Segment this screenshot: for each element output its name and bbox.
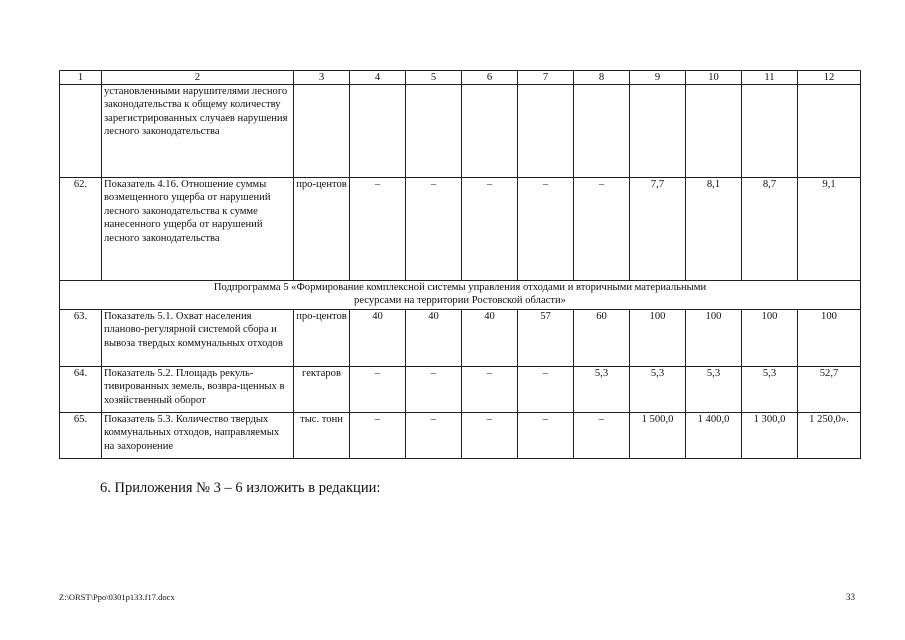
header-cell: 10 <box>686 71 742 85</box>
page-number: 33 <box>846 592 855 602</box>
indicator-name: Показатель 4.16. Отношение суммы возмещенного ущерба от нарушений лесного законодательства к сумме нанесенного ущерба от нарушений лесного законодательства <box>102 178 294 281</box>
indicator-name: Показатель 5.3. Количество твердых коммунальных отходов, направляемых на захоронение <box>102 413 294 459</box>
value-cell: – <box>350 178 406 281</box>
value-cell: – <box>574 413 630 459</box>
footer-file-path: Z:\ORST\Ppo\0301p133.f17.docx <box>59 592 175 602</box>
value-cell: 40 <box>350 310 406 367</box>
table-row <box>60 367 861 413</box>
value-cell: 100 <box>742 310 798 367</box>
value-cell <box>798 85 861 178</box>
value-cell: 52,7 <box>798 367 861 413</box>
value-cell <box>686 85 742 178</box>
value-cell: – <box>350 413 406 459</box>
value-cell <box>406 85 462 178</box>
unit-cell: про-центов <box>294 178 350 281</box>
value-cell <box>462 85 518 178</box>
header-cell: 5 <box>406 71 462 85</box>
header-cell: 1 <box>60 71 102 85</box>
value-cell: 8,1 <box>686 178 742 281</box>
value-cell: 60 <box>574 310 630 367</box>
header-cell: 3 <box>294 71 350 85</box>
value-cell: – <box>462 367 518 413</box>
value-cell: – <box>518 178 574 281</box>
value-cell: 5,3 <box>630 367 686 413</box>
indicator-name: Показатель 5.2. Площадь рекуль-тивированных земель, возвра-щенных в хозяйственный оборот <box>102 367 294 413</box>
header-cell: 6 <box>462 71 518 85</box>
value-cell: 40 <box>406 310 462 367</box>
unit-cell: тыс. тонн <box>294 413 350 459</box>
unit-cell <box>294 85 350 178</box>
row-number: 64. <box>60 367 102 413</box>
value-cell: – <box>350 367 406 413</box>
table-row <box>60 413 861 459</box>
header-cell: 2 <box>102 71 294 85</box>
value-cell: 100 <box>630 310 686 367</box>
value-cell: – <box>518 367 574 413</box>
header-cell: 9 <box>630 71 686 85</box>
value-cell: – <box>406 367 462 413</box>
unit-cell: про-центов <box>294 310 350 367</box>
subprogram-title: Подпрограмма 5 «Формирование комплексной системы управления отходами и вторичными материальными ресурсами на территории Ростовской области» <box>60 281 861 310</box>
value-cell: 57 <box>518 310 574 367</box>
header-cell: 7 <box>518 71 574 85</box>
header-cell: 11 <box>742 71 798 85</box>
table-header-row <box>60 71 861 85</box>
value-cell: 100 <box>798 310 861 367</box>
indicator-name: установленными нарушителями лесного законодательства к общему количеству зарегистрированных случаев нарушения лесного законодательства <box>102 85 294 178</box>
value-cell: 5,3 <box>574 367 630 413</box>
value-cell: 5,3 <box>686 367 742 413</box>
instruction-paragraph: 6. Приложения № 3 – 6 изложить в редакции: <box>100 480 381 496</box>
value-cell: 9,1 <box>798 178 861 281</box>
value-cell: 5,3 <box>742 367 798 413</box>
value-cell: 1 250,0». <box>798 413 861 459</box>
row-number: 65. <box>60 413 102 459</box>
value-cell <box>630 85 686 178</box>
value-cell: – <box>462 178 518 281</box>
table-row <box>60 310 861 367</box>
value-cell: – <box>574 178 630 281</box>
value-cell <box>574 85 630 178</box>
header-cell: 4 <box>350 71 406 85</box>
indicators-table <box>59 70 861 459</box>
header-cell: 8 <box>574 71 630 85</box>
row-number-cell <box>60 85 102 178</box>
value-cell: 40 <box>462 310 518 367</box>
value-cell: 1 300,0 <box>742 413 798 459</box>
row-number: 62. <box>60 178 102 281</box>
value-cell: 8,7 <box>742 178 798 281</box>
table-row-continuation <box>60 85 861 178</box>
value-cell <box>350 85 406 178</box>
value-cell <box>742 85 798 178</box>
value-cell: – <box>462 413 518 459</box>
value-cell: 7,7 <box>630 178 686 281</box>
value-cell: – <box>406 413 462 459</box>
value-cell <box>518 85 574 178</box>
header-cell: 12 <box>798 71 861 85</box>
value-cell: 1 400,0 <box>686 413 742 459</box>
value-cell: – <box>518 413 574 459</box>
subprogram-row <box>60 281 861 310</box>
value-cell: – <box>406 178 462 281</box>
row-number: 63. <box>60 310 102 367</box>
unit-cell: гектаров <box>294 367 350 413</box>
value-cell: 100 <box>686 310 742 367</box>
indicator-name: Показатель 5.1. Охват населения планово-регулярной системой сбора и вывоза твердых коммунальных отходов <box>102 310 294 367</box>
table-row <box>60 178 861 281</box>
value-cell: 1 500,0 <box>630 413 686 459</box>
